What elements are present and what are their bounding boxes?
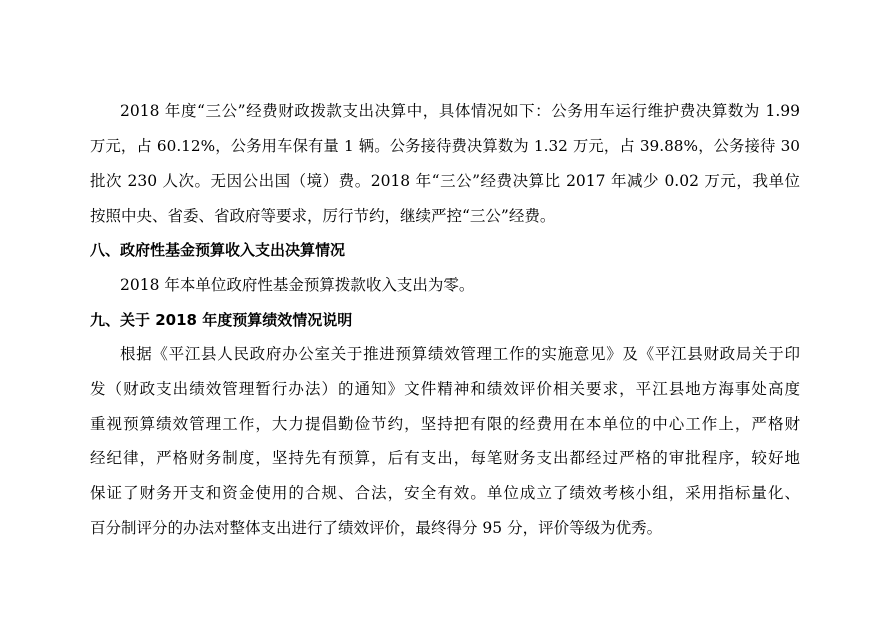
paragraph-line: 批次 230 人次。无因公出国（境）费。2018 年“三公”经费决算比 2017 年减少 0.02 万元，我单位 bbox=[90, 172, 800, 190]
paragraph-line: 保证了财务开支和资金使用的合规、合法，安全有效。单位成立了绩效考核小组，采用指标量化、 bbox=[90, 484, 800, 502]
paragraph-line: 根据《平江县人民政府办公室关于推进预算绩效管理工作的实施意见》及《平江县财政局关于印 bbox=[120, 345, 800, 363]
paragraph-line: 百分制评分的办法对整体支出进行了绩效评价，最终得分 95 分，评价等级为优秀。 bbox=[90, 519, 663, 537]
paragraph-line: 经纪律，严格财务制度，坚持先有预算，后有支出，每笔财务支出都经过严格的审批程序，较好地 bbox=[90, 449, 800, 467]
section-heading: 九、关于 2018 年度预算绩效情况说明 bbox=[90, 311, 353, 329]
paragraph-line: 2018 年度“三公”经费财政拨款支出决算中，具体情况如下：公务用车运行维护费决算数为 1.99 bbox=[120, 102, 800, 120]
paragraph-line: 2018 年本单位政府性基金预算拨款收入支出为零。 bbox=[120, 276, 475, 294]
paragraph-line: 万元，占 60.12%，公务用车保有量 1 辆。公务接待费决算数为 1.32 万元，占 39.88%，公务接待 30 bbox=[90, 137, 800, 155]
paragraph-line: 重视预算绩效管理工作，大力提倡勤俭节约，坚持把有限的经费用在本单位的中心工作上，严格财 bbox=[90, 415, 800, 433]
section-heading: 八、政府性基金预算收入支出决算情况 bbox=[90, 241, 346, 259]
paragraph-line: 按照中央、省委、省政府等要求，厉行节约，继续严控“三公”经费。 bbox=[90, 207, 556, 225]
paragraph-line: 发（财政支出绩效管理暂行办法）的通知》文件精神和绩效评价相关要求，平江县地方海事处高度 bbox=[90, 380, 800, 398]
